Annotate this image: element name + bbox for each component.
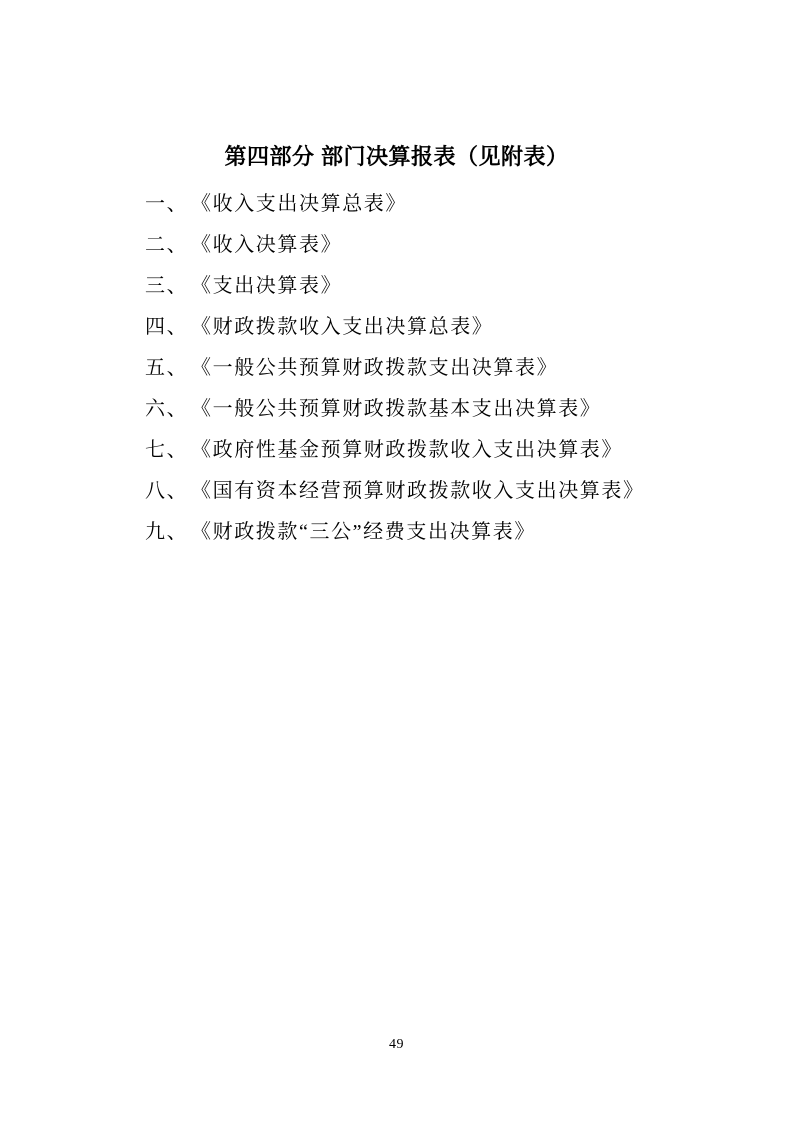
item-title: 《财政拨款收入支出决算总表》 bbox=[191, 316, 494, 338]
list-item bbox=[145, 225, 753, 266]
item-number: 七、 bbox=[145, 439, 189, 461]
list-item bbox=[145, 307, 753, 348]
item-title: 《收入决算表》 bbox=[191, 234, 343, 256]
item-title: 《一般公共预算财政拨款基本支出决算表》 bbox=[191, 398, 602, 420]
item-title: 《一般公共预算财政拨款支出决算表》 bbox=[191, 357, 559, 379]
list-item bbox=[145, 184, 753, 225]
item-number: 八、 bbox=[145, 480, 189, 502]
item-title: 《支出决算表》 bbox=[191, 275, 343, 297]
item-title: 《国有资本经营预算财政拨款收入支出决算表》 bbox=[191, 480, 645, 502]
item-title: 《收入支出决算总表》 bbox=[191, 193, 407, 215]
item-number: 四、 bbox=[145, 316, 189, 338]
item-title: 《政府性基金预算财政拨款收入支出决算表》 bbox=[191, 439, 623, 461]
item-number: 三、 bbox=[145, 275, 189, 297]
list-item bbox=[145, 266, 753, 307]
item-number: 一、 bbox=[145, 193, 189, 215]
list-item bbox=[145, 348, 753, 389]
item-number: 二、 bbox=[145, 234, 189, 256]
list-item bbox=[145, 471, 753, 512]
page-number: 49 bbox=[389, 1037, 404, 1052]
section-title: 第四部分 部门决算报表（见附表） bbox=[224, 144, 569, 169]
list-item bbox=[145, 430, 753, 471]
item-number: 五、 bbox=[145, 357, 189, 379]
list-item bbox=[145, 512, 753, 553]
list-item bbox=[145, 389, 753, 430]
report-table-list bbox=[145, 184, 753, 553]
item-number: 九、 bbox=[145, 521, 189, 543]
item-title: 《财政拨款“三公”经费支出决算表》 bbox=[191, 521, 536, 543]
item-number: 六、 bbox=[145, 398, 189, 420]
